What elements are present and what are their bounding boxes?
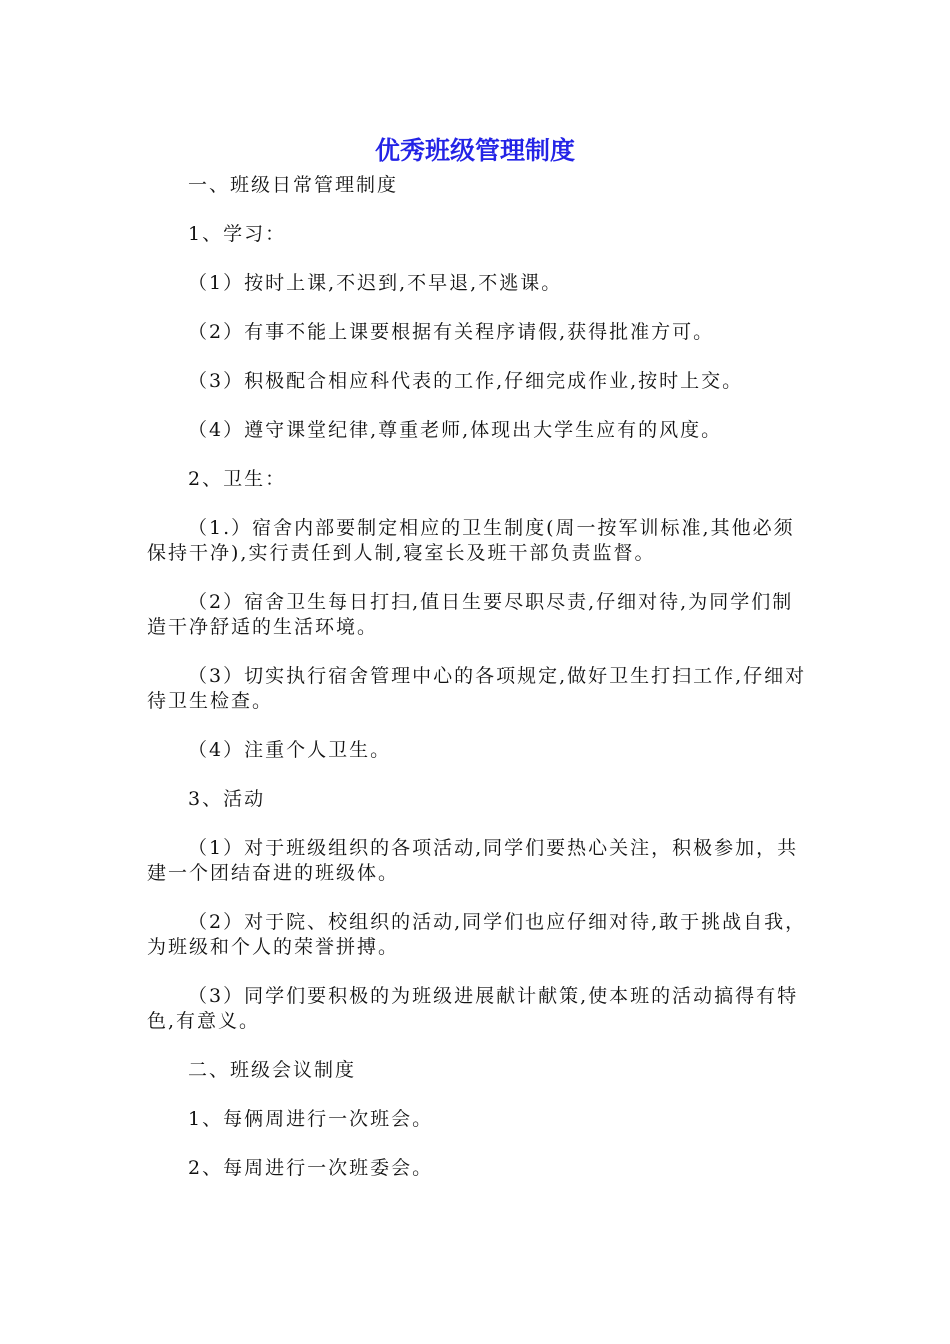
document-title: 优秀班级管理制度 xyxy=(374,136,575,165)
section-heading: 一、班级日常管理制度 xyxy=(188,174,399,196)
paragraph: （4）注重个人卫生。 xyxy=(188,739,392,761)
paragraph: （1）按时上课,不迟到,不早退,不逃课。 xyxy=(188,272,563,294)
paragraph: （2）对于院、校组织的活动,同学们也应仔细对待,敢于挑战自我，为班级和个人的荣誉拼搏。 xyxy=(147,911,807,958)
paragraph: （4）遵守课堂纪律,尊重老师,体现出大学生应有的风度。 xyxy=(188,419,723,441)
paragraph: （1.）宿舍内部要制定相应的卫生制度(周一按军训标准,其他必须保持干净),实行责任到人制,寝室长及班干部负责监督。 xyxy=(147,517,795,564)
paragraph: （2）有事不能上课要根据有关程序请假,获得批准方可。 xyxy=(188,321,715,343)
paragraph: （1）对于班级组织的各项活动,同学们要热心关注，积极参加，共建一个团结奋进的班级体。 xyxy=(147,837,799,884)
paragraph: （3）切实执行宿舍管理中心的各项规定,做好卫生打扫工作,仔细对待卫生检查。 xyxy=(147,665,807,712)
paragraph: （3）同学们要积极的为班级进展献计献策,使本班的活动搞得有特色,有意义。 xyxy=(147,985,799,1032)
paragraph: （2）宿舍卫生每日打扫,值日生要尽职尽责,仔细对待,为同学们制造干净舒适的生活环境。 xyxy=(147,591,794,638)
paragraph: 1、每俩周进行一次班会。 xyxy=(188,1108,434,1130)
subsection-heading: 1、学习： xyxy=(188,223,287,245)
section-heading: 二、班级会议制度 xyxy=(188,1059,357,1081)
paragraph: （3）积极配合相应科代表的工作,仔细完成作业,按时上交。 xyxy=(188,370,744,392)
subsection-heading: 2、卫生： xyxy=(188,468,287,490)
paragraph: 2、每周进行一次班委会。 xyxy=(188,1157,434,1179)
subsection-heading: 3、活动 xyxy=(188,788,266,810)
document-body xyxy=(147,173,807,1181)
